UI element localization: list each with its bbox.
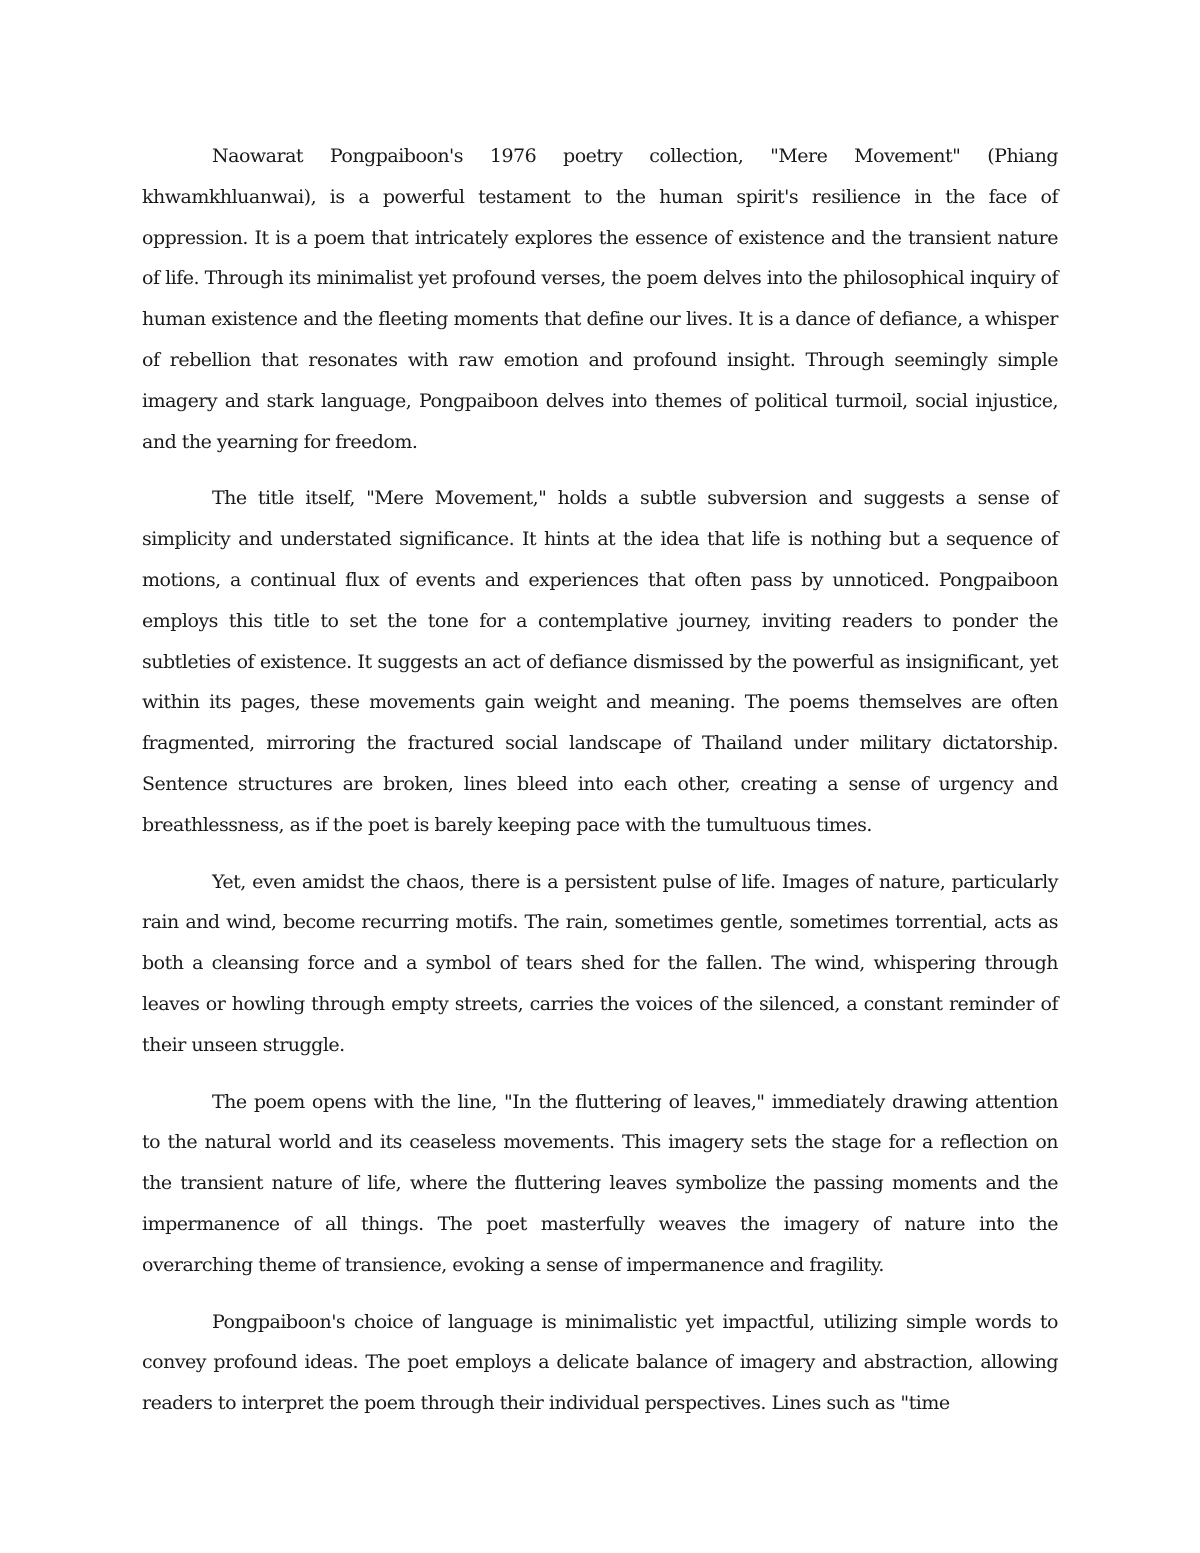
paragraph-4: The poem opens with the line, "In the fluttering of leaves," immediately drawing attention to the natural world and its ceaseless movements. This imagery sets the stage for a reflection on the transient nature of life, where the fluttering leaves symbolize the passing moments and the impermanence of all things. The poet masterfully weaves the imagery of nature into the overarching theme of transience, evoking a sense of impermanence and fragility. bbox=[142, 1090, 1058, 1276]
paragraph-3: Yet, even amidst the chaos, there is a persistent pulse of life. Images of nature, particularly rain and wind, become recurring motifs. The rain, sometimes gentle, sometimes torrential, acts as both a cleansing force and a symbol of tears shed for the fallen. The wind, whispering through leaves or howling through empty streets, carries the voices of the silenced, a constant reminder of their unseen struggle. bbox=[142, 870, 1058, 1056]
paragraph-1: Naowarat Pongpaiboon's 1976 poetry collection, "Mere Movement" (Phiang khwamkhluanwai), is a powerful testament to the human spirit's resilience in the face of oppression. It is a poem that intricately explores the essence of existence and the transient nature of life. Through its minimalist yet profound verses, the poem delves into the philosophical inquiry of human existence and the fleeting moments that define our lives. It is a dance of defiance, a whisper of rebellion that resonates with raw emotion and profound insight. Through seemingly simple imagery and stark language, Pongpaiboon delves into themes of political turmoil, social injustice, and the yearning for freedom. bbox=[142, 145, 1058, 453]
document-body bbox=[142, 136, 1058, 1440]
paragraph-2: The title itself, "Mere Movement," holds a subtle subversion and suggests a sense of simplicity and understated significance. It hints at the idea that life is nothing but a sequence of motions, a continual flux of events and experiences that often pass by unnoticed. Pongpaiboon employs this title to set the tone for a contemplative journey, inviting readers to ponder the subtleties of existence. It suggests an act of defiance dismissed by the powerful as insignificant, yet within its pages, these movements gain weight and meaning. The poems themselves are often fragmented, mirroring the fractured social landscape of Thailand under military dictatorship. Sentence structures are broken, lines bleed into each other, creating a sense of urgency and breathlessness, as if the poet is barely keeping pace with the tumultuous times. bbox=[142, 487, 1058, 836]
paragraph-5: Pongpaiboon's choice of language is minimalistic yet impactful, utilizing simple words to convey profound ideas. The poet employs a delicate balance of imagery and abstraction, allowing readers to interpret the poem through their individual perspectives. Lines such as "time bbox=[142, 1310, 1058, 1415]
